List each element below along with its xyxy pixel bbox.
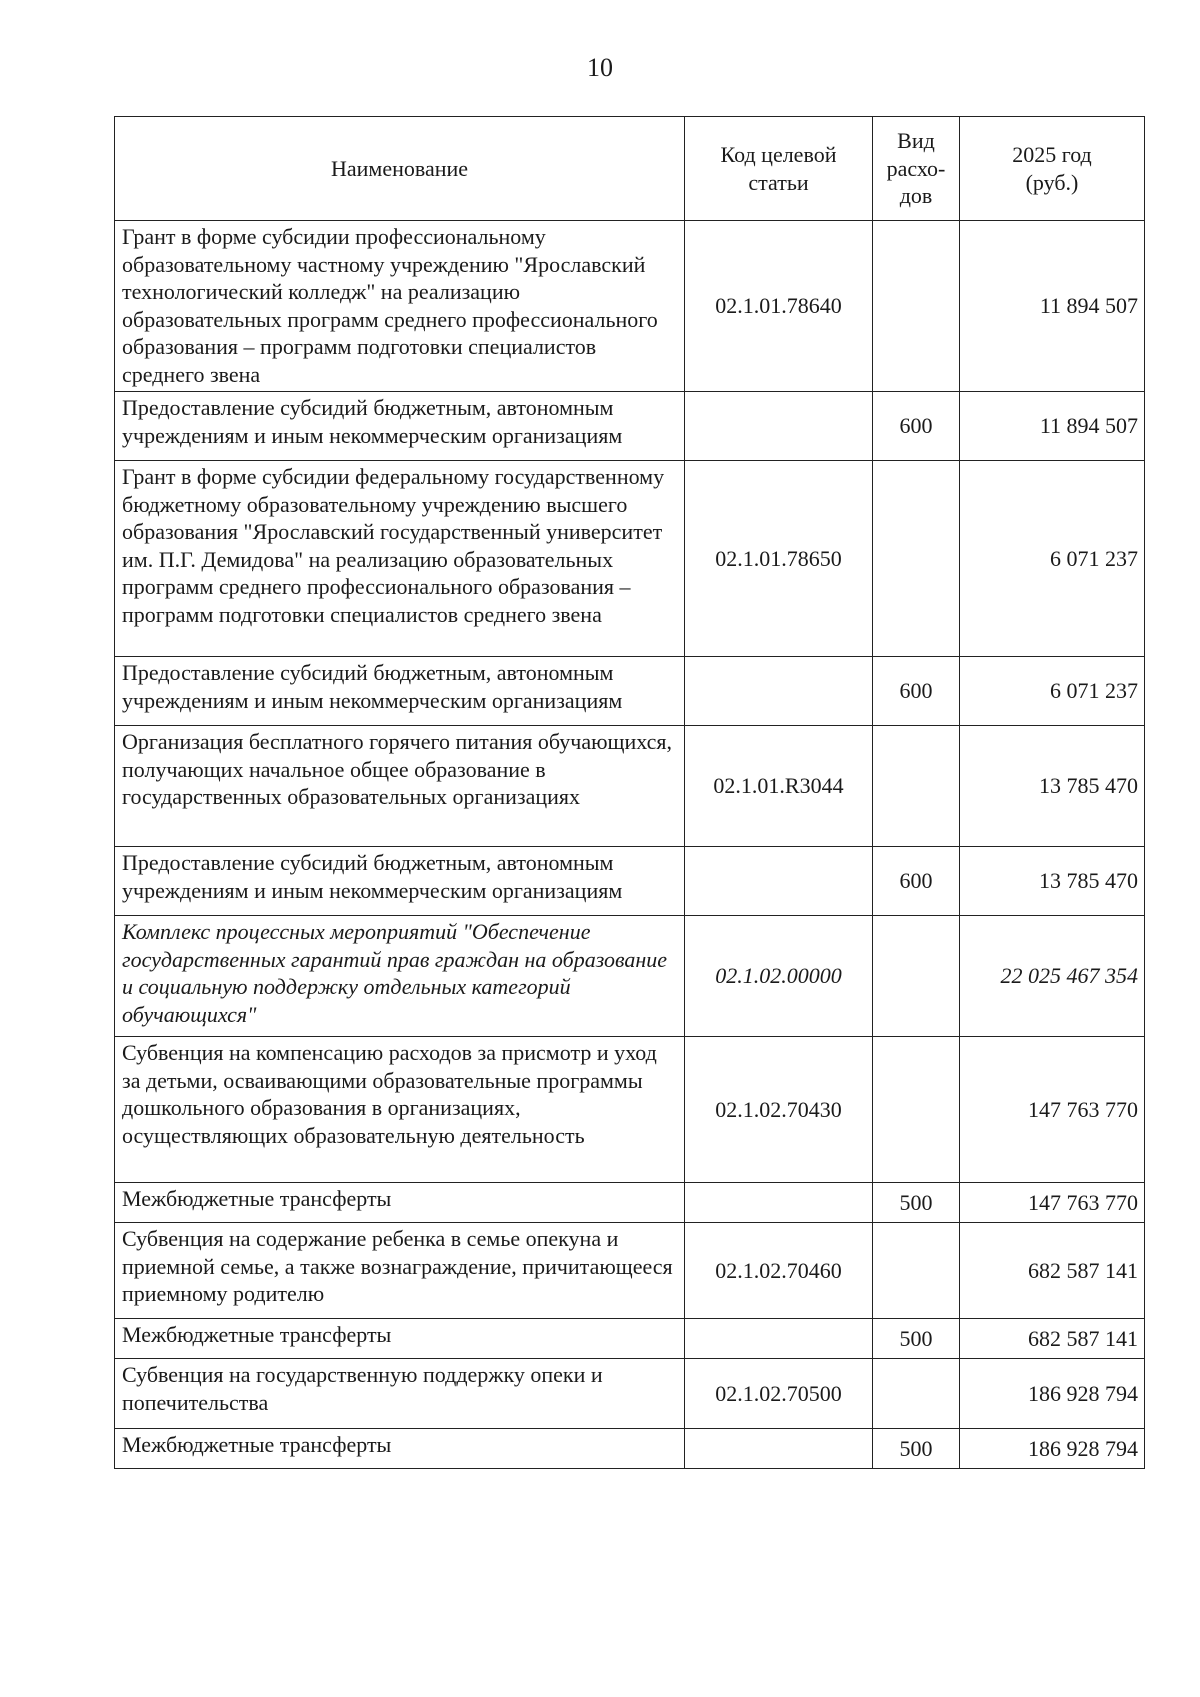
table-row	[115, 726, 1145, 847]
cell-amount: 11 894 507	[960, 221, 1145, 392]
cell-name: Межбюджетные трансферты	[115, 1183, 685, 1223]
cell-amount: 13 785 470	[960, 726, 1145, 847]
header-amount	[960, 117, 1145, 221]
table-header-row	[115, 117, 1145, 221]
cell-amount: 11 894 507	[960, 392, 1145, 461]
table-row	[115, 461, 1145, 657]
table-row	[115, 1037, 1145, 1183]
cell-target-code: 02.1.02.70460	[685, 1223, 873, 1319]
cell-expense-kind: 600	[873, 657, 960, 726]
table-row	[115, 657, 1145, 726]
cell-expense-kind	[873, 1359, 960, 1429]
header-name-label: Наименование	[330, 155, 469, 181]
cell-name: Организация бесплатного горячего питания обучающихся, получающих начальное общее образование в государственных образовательных организациях	[115, 726, 685, 847]
table-row	[115, 1359, 1145, 1429]
cell-target-code: 02.1.01.78640	[685, 221, 873, 392]
cell-amount: 22 025 467 354	[960, 916, 1145, 1037]
cell-name: Предоставление субсидий бюджетным, автономным учреждениям и иным некоммерческим организациям	[115, 657, 685, 726]
cell-target-code: 02.1.02.00000	[685, 916, 873, 1037]
table-row	[115, 1429, 1145, 1469]
cell-amount: 186 928 794	[960, 1429, 1145, 1469]
cell-amount: 13 785 470	[960, 847, 1145, 916]
cell-expense-kind: 500	[873, 1319, 960, 1359]
table-row	[115, 1223, 1145, 1319]
cell-amount: 147 763 770	[960, 1037, 1145, 1183]
cell-name: Предоставление субсидий бюджетным, автономным учреждениям и иным некоммерческим организациям	[115, 392, 685, 461]
cell-name: Комплекс процессных мероприятий "Обеспечение государственных гарантий прав граждан на образование и социальную поддержку отдельных категорий обучающихся"	[115, 916, 685, 1037]
cell-amount: 682 587 141	[960, 1319, 1145, 1359]
cell-target-code: 02.1.02.70500	[685, 1359, 873, 1429]
cell-name: Грант в форме субсидии профессиональному образовательному частному учреждению "Ярославский технологический колледж" на реализацию образовательных программ среднего профессионального образования – программ подготовки специалистов среднего звена	[115, 221, 685, 392]
cell-expense-kind: 600	[873, 847, 960, 916]
cell-expense-kind	[873, 1223, 960, 1319]
table-header	[115, 117, 1145, 221]
cell-name: Субвенция на государственную поддержку опеки и попечительства	[115, 1359, 685, 1429]
header-kind-line1: Вид	[897, 128, 935, 154]
table-row	[115, 1319, 1145, 1359]
table-row	[115, 221, 1145, 392]
header-kind-line3: дов	[899, 183, 933, 209]
cell-target-code	[685, 657, 873, 726]
cell-name: Межбюджетные трансферты	[115, 1429, 685, 1469]
cell-name: Грант в форме субсидии федеральному государственному бюджетному образовательному учреждению высшего образования "Ярославский государственный университет им. П.Г. Демидова" на реализацию образовательных программ среднего профессионального образования – программ подготовки специалистов среднего звена	[115, 461, 685, 657]
cell-name: Субвенция на компенсацию расходов за присмотр и уход за детьми, осваивающими образовательные программы дошкольного образования в организациях, осуществляющих образовательную деятельность	[115, 1037, 685, 1183]
cell-target-code: 02.1.02.70430	[685, 1037, 873, 1183]
page-number: 10	[587, 53, 613, 82]
cell-name: Предоставление субсидий бюджетным, автономным учреждениям и иным некоммерческим организациям	[115, 847, 685, 916]
budget-table	[114, 116, 1145, 1469]
cell-name: Субвенция на содержание ребенка в семье опекуна и приемной семье, а также вознаграждение, причитающееся приемному родителю	[115, 1223, 685, 1319]
header-name	[115, 117, 685, 221]
cell-amount: 6 071 237	[960, 657, 1145, 726]
header-amount-line1: 2025 год	[1012, 142, 1092, 167]
header-kind	[873, 117, 960, 221]
table-body	[115, 221, 1145, 1469]
cell-target-code	[685, 1429, 873, 1469]
cell-expense-kind	[873, 1037, 960, 1183]
table-row	[115, 916, 1145, 1037]
cell-expense-kind	[873, 916, 960, 1037]
table-row	[115, 1183, 1145, 1223]
table-row	[115, 847, 1145, 916]
cell-target-code: 02.1.01.R3044	[685, 726, 873, 847]
cell-expense-kind	[873, 461, 960, 657]
header-code	[685, 117, 873, 221]
header-code-line1: Код целевой	[720, 142, 837, 167]
cell-name: Межбюджетные трансферты	[115, 1319, 685, 1359]
cell-amount: 6 071 237	[960, 461, 1145, 657]
cell-target-code	[685, 392, 873, 461]
cell-amount: 186 928 794	[960, 1359, 1145, 1429]
cell-expense-kind	[873, 221, 960, 392]
cell-target-code	[685, 847, 873, 916]
header-amount-line2: (руб.)	[1025, 169, 1079, 195]
cell-target-code	[685, 1319, 873, 1359]
cell-expense-kind	[873, 726, 960, 847]
cell-target-code: 02.1.01.78650	[685, 461, 873, 657]
table-row	[115, 392, 1145, 461]
cell-expense-kind: 500	[873, 1183, 960, 1223]
header-kind-line2: расхо-	[886, 155, 946, 181]
header-code-line2: статьи	[748, 169, 809, 195]
cell-expense-kind: 600	[873, 392, 960, 461]
cell-target-code	[685, 1183, 873, 1223]
cell-amount: 682 587 141	[960, 1223, 1145, 1319]
cell-expense-kind: 500	[873, 1429, 960, 1469]
cell-amount: 147 763 770	[960, 1183, 1145, 1223]
